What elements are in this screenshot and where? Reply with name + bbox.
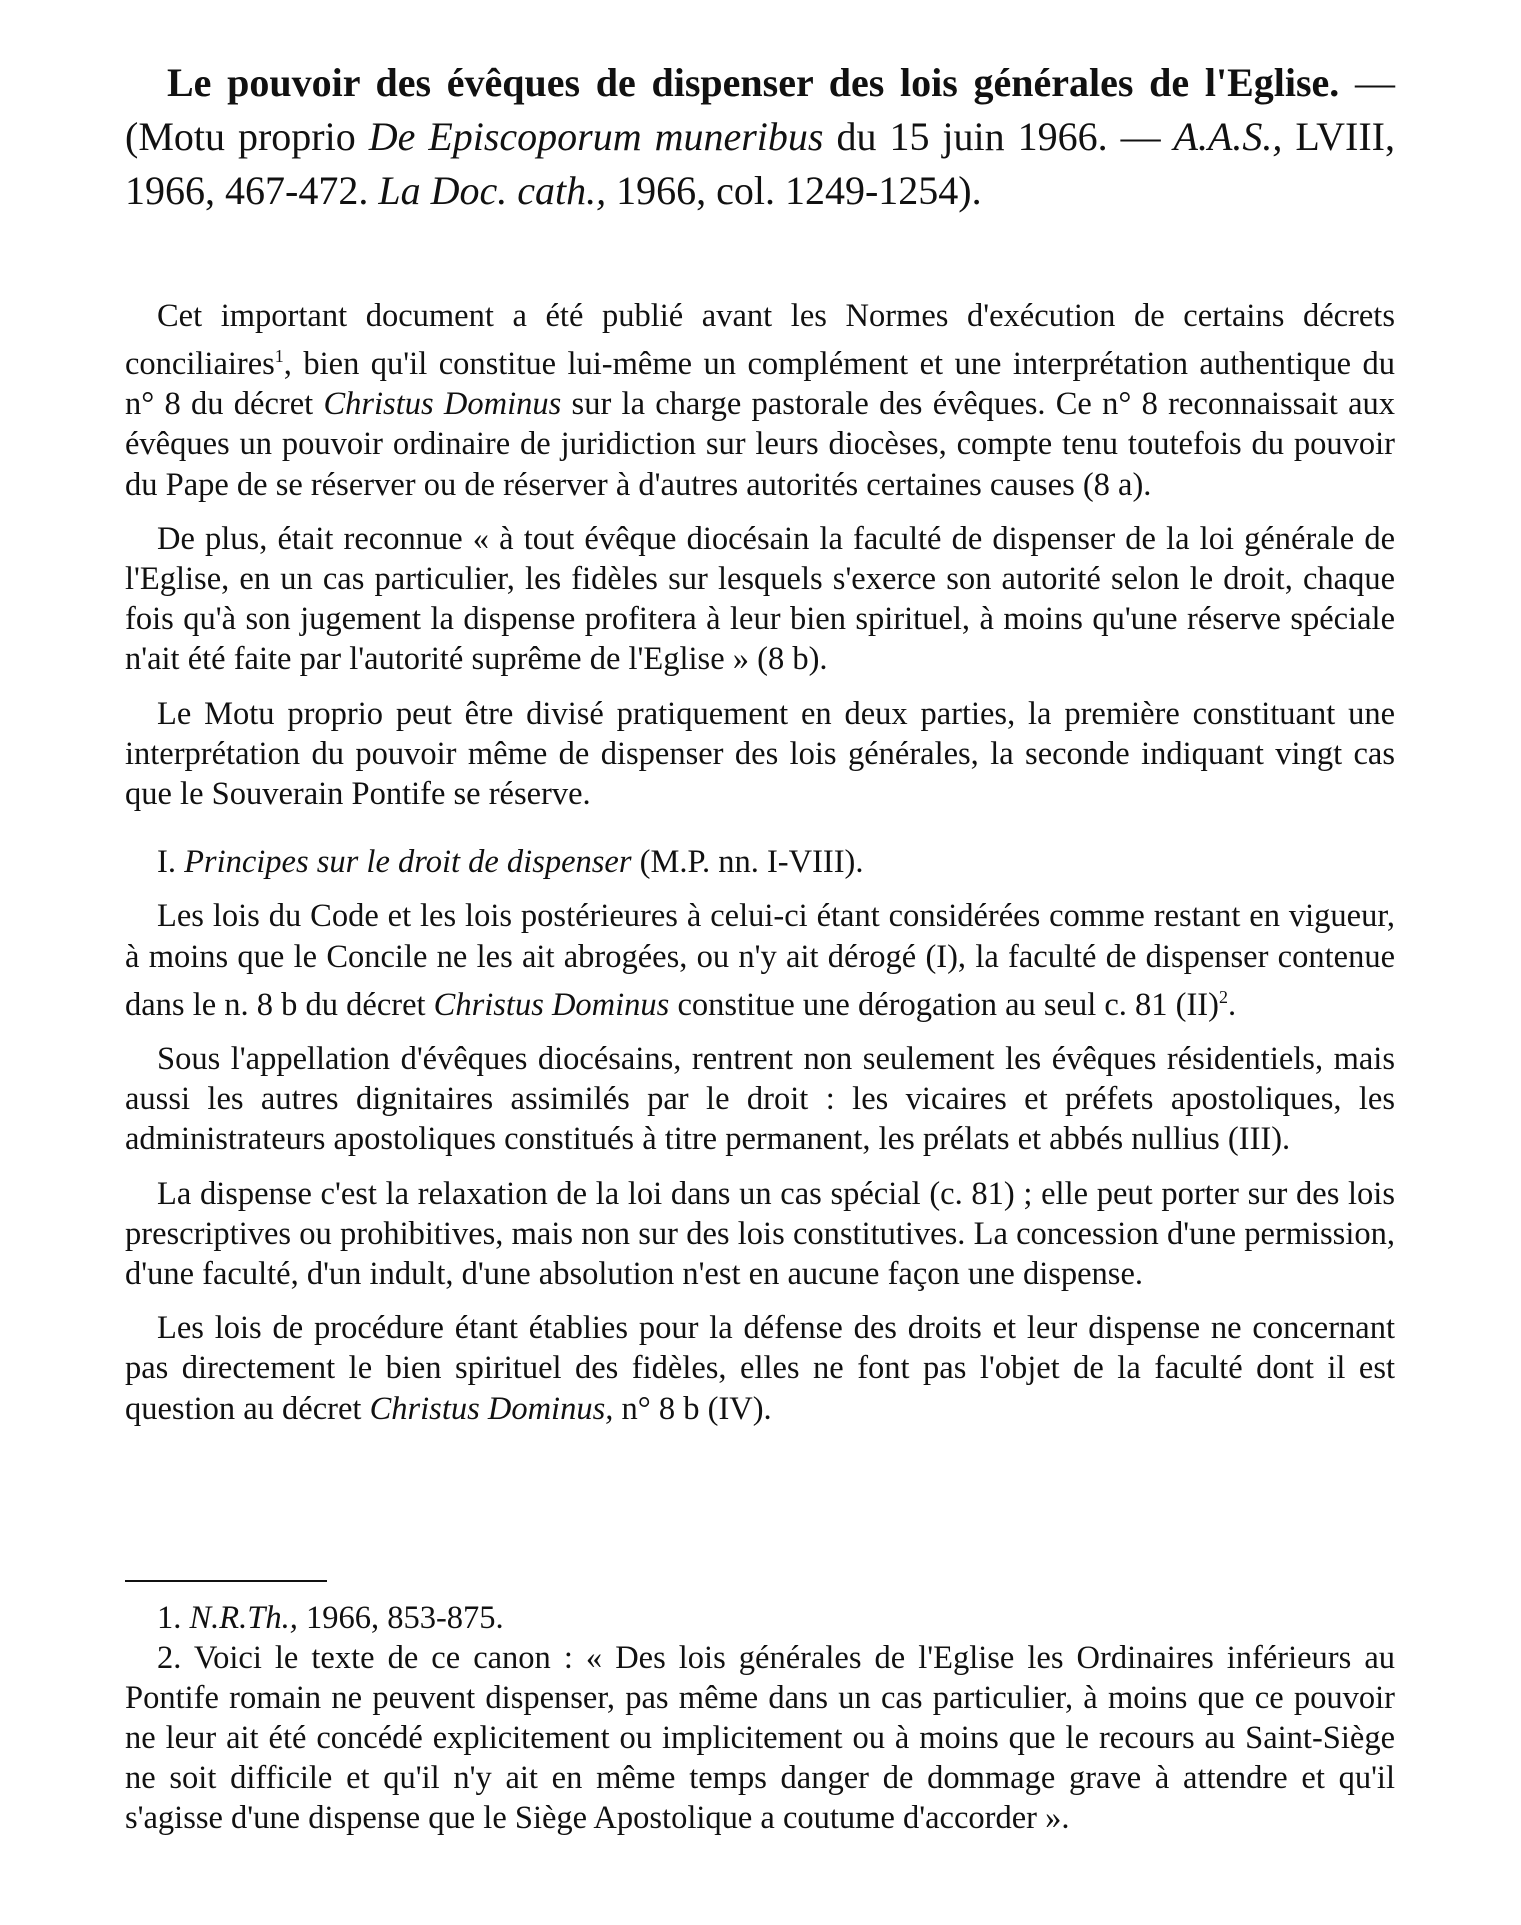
heading-text-4: 1966, col. 1249-1254). xyxy=(606,168,982,213)
paragraph-4-text-c: . xyxy=(1227,986,1237,1023)
article-body xyxy=(125,296,1395,1429)
paragraph-5: Sous l'appellation d'évêques diocésains, rentrent non seulement les évêques résidentiels, mais aussi les autres dignitaires assimilés par le droit : les vicaires et préfets apostoliques, les administrateurs apostoliques constitués à titre permanent, les prélats et abbés nullius (III). xyxy=(125,1040,1395,1158)
paragraph-1-decree-title: Christus Dominus xyxy=(323,386,562,423)
paragraph-1-text-c: sur la charge pastorale des évêques. Ce n° 8 reconnaissait aux évêques un pouvoir ordinaire de juridiction sur leurs diocèses, compte tenu toutefois du pouvoir du Pape de se réserver ou de réserver à d'autres autorités certaines causes (8 a). xyxy=(125,386,1396,503)
article-heading xyxy=(125,56,1395,218)
paragraph-4-text-b: constitue une dérogation au seul c. 81 (II) xyxy=(669,986,1219,1023)
footnote-1-number: 1. xyxy=(157,1600,190,1636)
footnotes xyxy=(125,1598,1395,1838)
heading-text-2: du 15 juin 1966. — xyxy=(823,114,1174,159)
paragraph-6: La dispense c'est la relaxation de la loi dans un cas spécial (c. 81) ; elle peut porter sur des lois prescriptives ou prohibitives, mais non sur des lois constitutives. La concession d'une permission, d'une faculté, d'un indult, d'une absolution n'est en aucune façon une dispense. xyxy=(125,1175,1395,1292)
paragraph-3: Le Motu proprio peut être divisé pratiquement en deux parties, la première constituant une interprétation du pouvoir même de dispenser des lois générales, la seconde indiquant vingt cas que le Souverain Pontife se réserve. xyxy=(125,695,1395,813)
heading-title: Le pouvoir des évêques de dispenser des lois générales de l'Eglise. xyxy=(167,60,1340,105)
footnote-ref-1: 1 xyxy=(274,346,284,367)
paragraph-4 xyxy=(125,896,1395,1024)
paragraph-7-text-a: Les lois de procédure étant établies pour la défense des droits et leur dispense ne concernant pas directement le bien spirituel des fidèles, elles ne font pas l'objet de la faculté dont il est question au décret xyxy=(125,1310,1395,1427)
paragraph-1 xyxy=(125,296,1395,505)
paragraph-1-text-b: , bien qu'il constitue lui-même un complément et une interprétation authentique du n° 8 du décret xyxy=(125,346,1395,423)
section-number: I. xyxy=(157,844,185,881)
footnote-divider xyxy=(125,1580,327,1582)
heading-aas: A.A.S., xyxy=(1173,114,1283,159)
paragraph-4-decree-title: Christus Dominus xyxy=(433,986,670,1023)
footnote-1 xyxy=(125,1598,1395,1638)
heading-text-1: — (Motu proprio xyxy=(125,60,1396,159)
paragraph-2: De plus, était reconnue « à tout évêque diocésain la faculté de dispenser de la loi générale de l'Eglise, en un cas particulier, les fidèles sur lesquels s'exerce son autorité selon le droit, chaque fois qu'à son jugement la dispense profitera à leur bien spirituel, à moins qu'une réserve spéciale n'ait été faite par l'autorité suprême de l'Eglise » (8 b). xyxy=(125,520,1395,678)
footnote-1-journal: N.R.Th., xyxy=(189,1600,298,1636)
footnote-1-reference: 1966, 853-875. xyxy=(297,1600,504,1636)
paragraph-7-text-b: n° 8 b (IV). xyxy=(613,1390,772,1427)
paragraph-4-text-a: Les lois du Code et les lois postérieures à celui-ci étant considérées comme restant en vigueur, à moins que le Concile ne les ait abrogées, ou n'y ait dérogé (I), la faculté de dispenser contenue dans le n. 8 b du décret xyxy=(125,898,1395,1023)
section-title: Principes sur le droit de dispenser xyxy=(184,844,632,881)
footnote-ref-2: 2 xyxy=(1218,986,1228,1007)
footnote-2: 2. Voici le texte de ce canon : « Des lois générales de l'Eglise les Ordinaires inférieurs au Pontife romain ne peuvent dispenser, pas même dans un cas particulier, à moins que ce pouvoir ne leur ait été concédé explicitement ou implicitement ou à moins que le recours au Saint-Siège ne soit difficile et qu'il n'y ait en même temps danger de dommage grave à attendre et qu'il s'agisse d'une dispense que le Siège Apostolique a coutume d'accorder ». xyxy=(125,1640,1395,1836)
section-reference: (M.P. nn. I-VIII). xyxy=(631,844,864,881)
paragraph-7 xyxy=(125,1308,1395,1429)
heading-doc-cath: La Doc. cath., xyxy=(378,168,607,213)
paragraph-1-text-a: Cet important document a été publié avant les Normes d'exécution de certains décrets conciliaires xyxy=(125,298,1395,383)
paragraph-7-decree-title: Christus Dominus, xyxy=(369,1390,614,1427)
heading-motu-title: De Episcoporum muneribus xyxy=(368,114,824,159)
heading-text-3: LVIII, 1966, 467-472. xyxy=(125,114,1395,213)
section-heading-1 xyxy=(125,842,1395,882)
